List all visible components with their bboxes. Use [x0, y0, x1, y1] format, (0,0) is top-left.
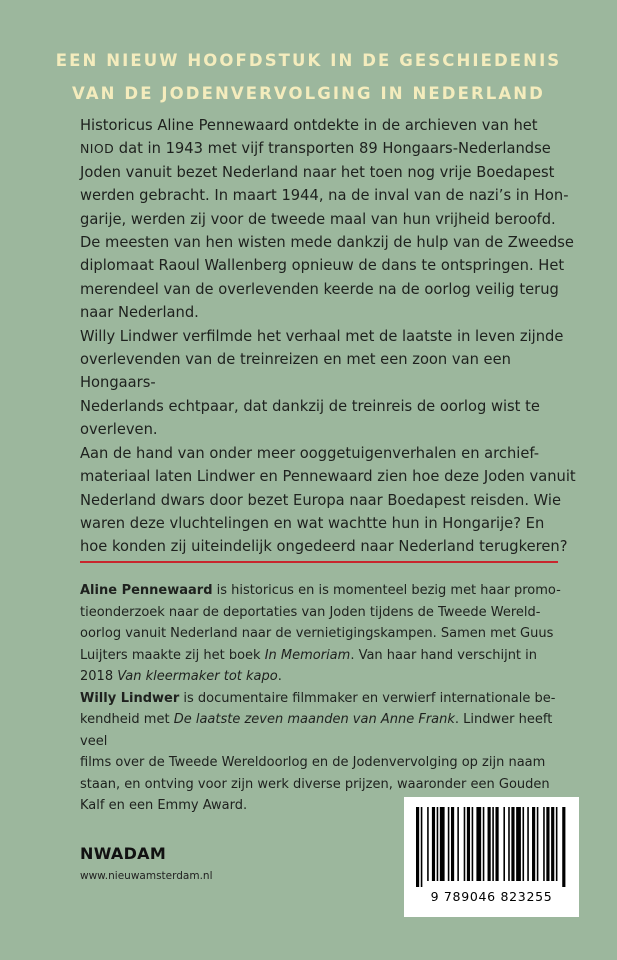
isbn-number: 9 789046 823255: [430, 889, 553, 904]
author-bios: [80, 580, 580, 817]
barcode-bar: [492, 807, 494, 881]
barcode-bar: [511, 807, 514, 881]
text-line: overlevenden van de treinreizen en met een zoon van een Hongaars-: [80, 351, 511, 392]
barcode-bar: [556, 807, 558, 881]
barcode-bar: [543, 807, 545, 881]
publisher-logo: NWADAM: [80, 844, 167, 863]
publisher-url[interactable]: www.nieuwamsterdam.nl: [80, 870, 213, 882]
barcode-bar: [537, 807, 539, 881]
text-line: overleven.: [80, 421, 158, 439]
text-line: Kalf en een Emmy Award.: [80, 798, 248, 813]
text-line: kendheid met: [80, 712, 174, 727]
author-name: Aline Pennewaard: [80, 583, 213, 598]
barcode-bar: [516, 807, 521, 881]
barcode-bar: [437, 807, 439, 881]
text-line: Willy Lindwer verfilmde het verhaal met de laatste in leven zijnde: [80, 327, 564, 345]
barcode-bar: [464, 807, 466, 881]
barcode-bar: [472, 807, 474, 881]
text-line: is historicus en is momenteel bezig met haar promo-: [212, 583, 561, 598]
barcode-bars: [416, 807, 567, 887]
blurb-paragraph-3: [80, 442, 580, 559]
barcode-bar: [476, 807, 481, 881]
barcode: [404, 797, 579, 917]
bio-aline-pennewaard: [80, 580, 580, 688]
text-line: Nederlands echtpaar, dat dankzij de treinreis de oorlog wist te: [80, 397, 540, 415]
text-line: De meesten van hen wisten mede dankzij de hulp van de Zweedse: [80, 234, 574, 252]
blurb: [80, 114, 580, 559]
text-line: hoe konden zij uiteindelijk ongedeerd naar Nederland terugkeren?: [80, 538, 568, 556]
barcode-bar: [467, 807, 470, 881]
barcode-bar: [457, 807, 459, 881]
text-line: .: [277, 669, 282, 684]
text-line: tieonderzoek naar de deportaties van Joden tijdens de Tweede Wereld-: [80, 604, 541, 620]
barcode-bar: [440, 807, 445, 881]
text-line: Historicus Aline Pennewaard ontdekte in de archieven van het: [80, 117, 538, 134]
text-line: merendeel van de overlevenden keerde na de oorlog veilig terug: [80, 280, 559, 298]
barcode-bar: [495, 807, 498, 881]
text-line: is documentaire filmmaker en verwierf internationale be-: [179, 690, 556, 706]
text-line: materiaal laten Lindwer en Pennewaard zien hoe deze Joden vanuit: [80, 468, 576, 486]
text-line: Nederland dwars door bezet Europa naar Boedapest reisden. Wie: [80, 491, 562, 509]
text-line: . Van haar hand verschijnt in: [350, 647, 538, 663]
text-line: waren deze vluchtelingen en wat wachtte hun in Hongarije? En: [80, 514, 545, 532]
text-line: films over de Tweede Wereldoorlog en de Jodenvervolging op zijn naam: [80, 755, 546, 770]
text-line: Joden vanuit bezet Nederland naar het toen nog vrije Boedapest: [80, 163, 555, 181]
barcode-bar: [522, 807, 524, 881]
headline-line-1: EEN NIEUW HOOFDSTUK IN DE GESCHIEDENIS: [55, 51, 562, 70]
barcode-bar: [416, 807, 419, 887]
text-line: Aan de hand van onder meer ooggetuigenverhalen en archief-: [80, 444, 540, 462]
book-title: Van kleermaker tot kapo: [117, 669, 278, 684]
text-line: naar Nederland.: [80, 304, 199, 322]
barcode-bar: [432, 807, 435, 881]
text-line: . Lindwer heeft veel: [80, 712, 553, 749]
headline: [0, 44, 617, 110]
barcode-bar: [421, 807, 423, 887]
barcode-bar: [562, 807, 565, 887]
barcode-bar: [527, 807, 529, 881]
book-title: In Memoriam: [264, 647, 351, 663]
text-line: diplomaat Raoul Wallenberg opnieuw de dans te ontspringen. Het: [80, 257, 565, 275]
text-line: 2018: [80, 669, 118, 684]
barcode-bar: [488, 807, 491, 881]
film-title: De laatste zeven maanden van Anne Frank: [173, 712, 455, 727]
author-name: Willy Lindwer: [80, 690, 180, 706]
barcode-bar: [532, 807, 535, 881]
blurb-paragraph-1: [80, 114, 580, 325]
barcode-bar: [448, 807, 450, 881]
barcode-bar: [546, 807, 549, 881]
text-line: Luijters maakte zij het boek: [80, 647, 265, 663]
barcode-bar: [483, 807, 485, 881]
barcode-bar: [503, 807, 505, 881]
barcode-bar: [508, 807, 510, 881]
text-line: dat in 1943 met vijf transporten 89 Hongaars-Nederlandse: [114, 140, 551, 158]
barcode-bar: [427, 807, 429, 881]
text-line: garije, werden zij voor de tweede maal van hun vrijheid beroofd.: [80, 210, 556, 228]
barcode-bar: [451, 807, 454, 881]
text-line: werden gebracht. In maart 1944, na de inval van de nazi’s in Hon-: [80, 187, 569, 205]
text-line: staan, en ontving voor zijn werk diverse prijzen, waaronder een Gouden: [80, 776, 550, 792]
niod-acronym: NIOD: [80, 141, 115, 157]
red-divider: [80, 561, 558, 563]
blurb-paragraph-2: [80, 325, 580, 442]
barcode-bar: [551, 807, 554, 881]
text-line: oorlog vanuit Nederland naar de vernietigingskampen. Samen met Guus: [80, 626, 554, 641]
headline-line-2: VAN DE JODENVERVOLGING IN NEDERLAND: [72, 84, 545, 103]
